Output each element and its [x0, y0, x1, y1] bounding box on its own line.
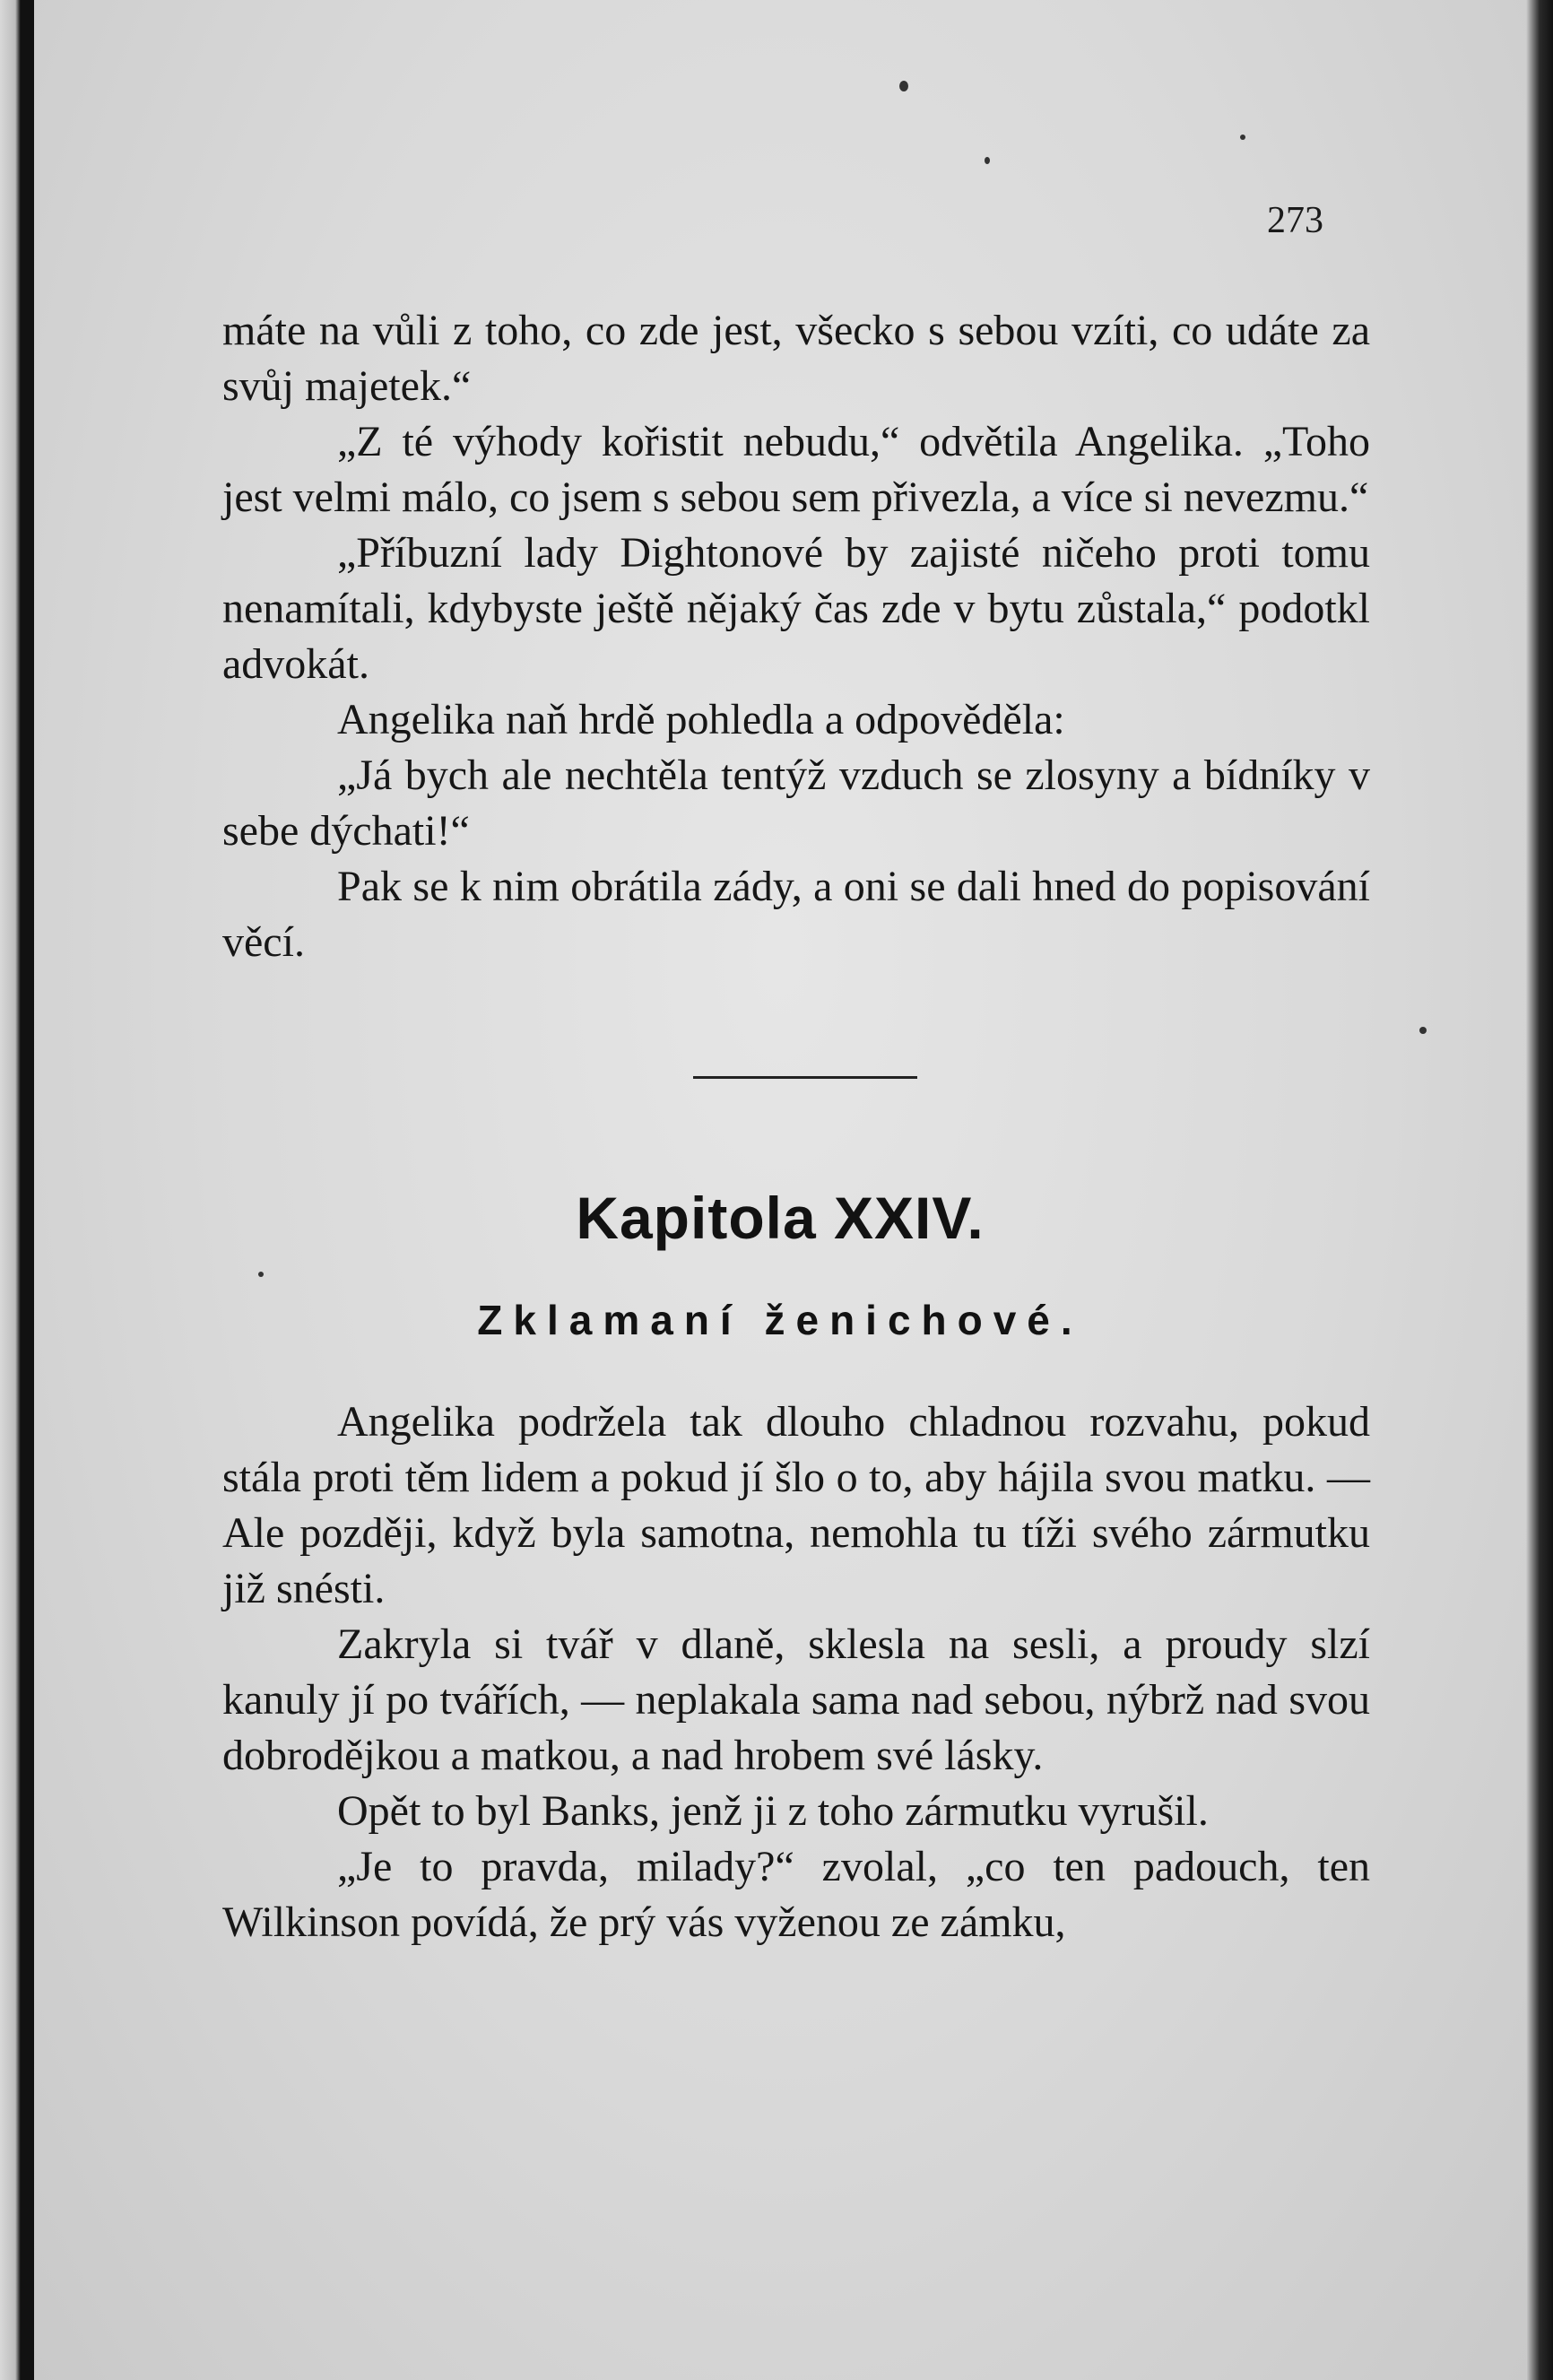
- page-number: 273: [1267, 200, 1323, 241]
- paragraph: „Z té výhody kořistit nebudu,“ odvětila Angelika. „Toho jest velmi málo, co jsem s sebou sem přivezla, a více si nevezmu.“: [222, 418, 1370, 521]
- paragraph: Angelika naň hrdě pohledla a odpověděla:: [337, 696, 1065, 743]
- section-divider: [693, 1076, 917, 1079]
- paragraph: „Je to pravda, milady?“ zvolal, „co ten padouch, ten Wilkinson povídá, že prý vás vyženou ze zámku,: [222, 1843, 1370, 1946]
- text-block-bottom: [222, 1394, 1370, 1950]
- paper-speck: [899, 81, 908, 91]
- chapter-subtitle: Zklamaní ženichové.: [477, 1297, 1083, 1343]
- left-page-edge: [0, 0, 34, 2380]
- paragraph: Pak se k nim obrátila zády, a oni se dali hned do popisování věcí.: [222, 863, 1370, 966]
- paragraph: Zakryla si tvář v dlaně, sklesla na sesli, a proudy slzí kanuly jí po tvářích, — neplakala sama nad sebou, nýbrž nad svou dobrodějkou a matkou, a nad hrobem své lásky.: [222, 1620, 1370, 1779]
- book-page: [34, 0, 1526, 2380]
- paper-speck: [258, 1272, 264, 1277]
- paragraph: „Příbuzní lady Dightonové by zajisté ničeho proti tomu nenamítali, kdybyste ještě nějaký čas zde v bytu zůstala,“ podotkl advokát.: [222, 529, 1370, 688]
- paragraph: „Já bych ale nechtěla tentýž vzduch se zlosyny a bídníky v sebe dýchati!“: [222, 751, 1370, 855]
- chapter-title: Kapitola XXIV.: [576, 1185, 985, 1251]
- paragraph: máte na vůli z toho, co zde jest, všecko s sebou vzíti, co udáte za svůj majetek.“: [222, 307, 1370, 410]
- paper-speck: [985, 157, 990, 164]
- paragraph: Angelika podržela tak dlouho chladnou rozvahu, pokud stála proti těm lidem a pokud jí šlo o to, aby hájila svou matku. — Ale později, když byla samotna, nemohla tu tíži svého zármutku již snésti.: [222, 1398, 1370, 1612]
- text-block-top: [222, 303, 1370, 970]
- paper-speck: [1240, 135, 1245, 140]
- paper-speck: [1419, 1027, 1427, 1034]
- paragraph: Opět to byl Banks, jenž ji z toho zármutku vyrušil.: [337, 1787, 1209, 1835]
- right-page-edge: [1526, 0, 1553, 2380]
